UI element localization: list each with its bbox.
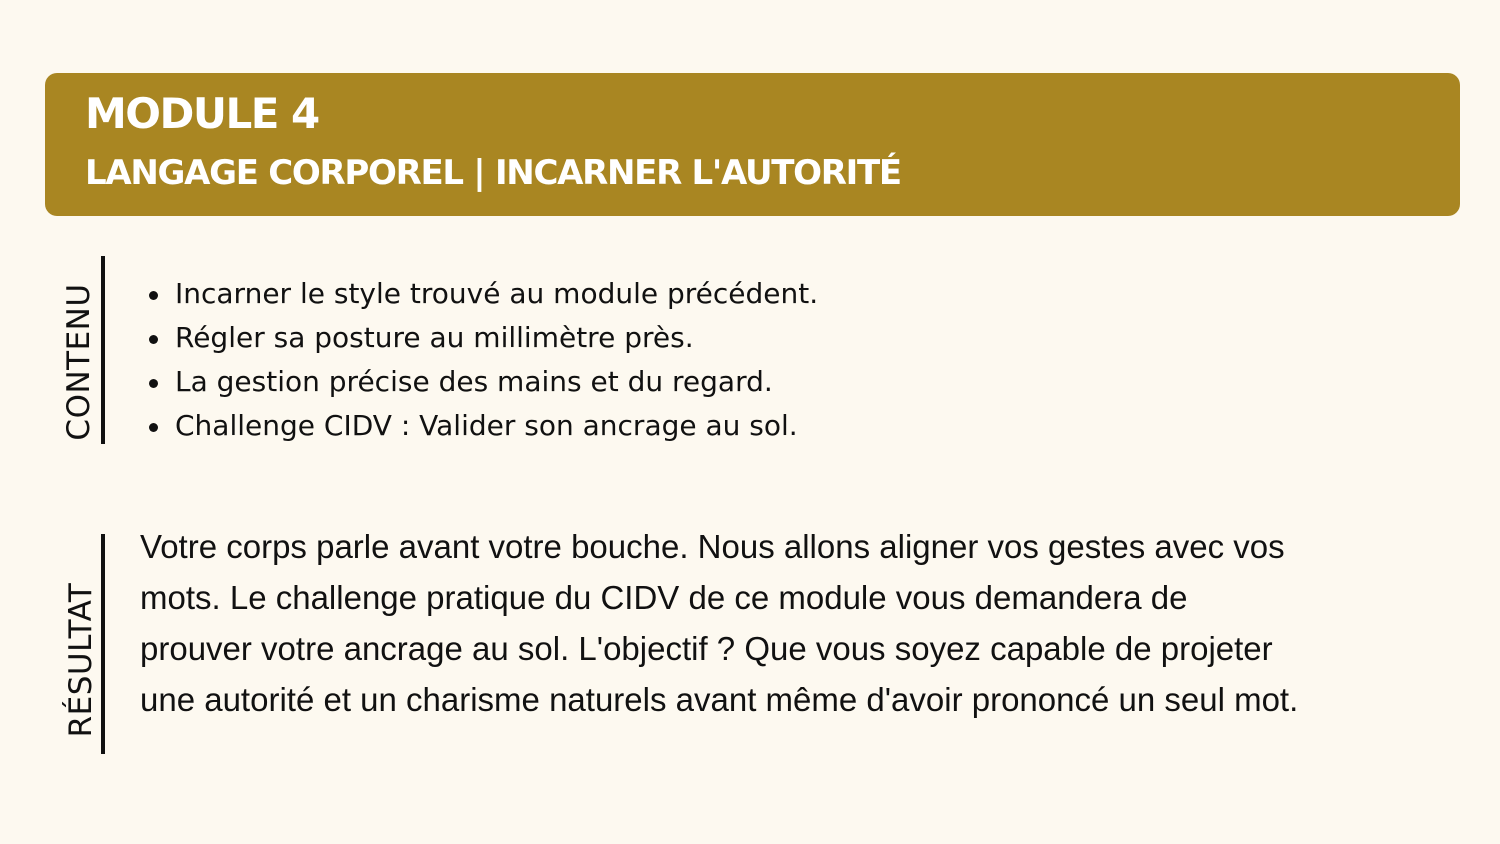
module-header-banner [45,73,1460,216]
resultat-section-label: RÉSULTAT [63,582,99,738]
list-item: Régler sa posture au millimètre près. [146,316,818,360]
list-item: Challenge CIDV : Valider son ancrage au sol. [146,404,818,448]
resultat-divider [101,534,105,754]
contenu-divider [101,256,105,444]
list-item: La gestion précise des mains et du regard. [146,360,818,404]
module-subtitle: LANGAGE CORPOREL | INCARNER L'AUTORITÉ [85,153,901,193]
contenu-list [146,272,818,448]
module-title: MODULE 4 [85,89,319,138]
resultat-paragraph: Votre corps parle avant votre bouche. Nous allons aligner vos gestes avec vos mots. Le challenge pratique du CIDV de ce module vous demandera de prouver votre ancrage au sol. L'objectif ? Que vous soyez capable de projeter une autorité et un charisme naturels avant même d'avoir prononcé un seul mot. [140,528,1299,718]
contenu-section-label: CONTENU [61,283,97,441]
list-item: Incarner le style trouvé au module précédent. [146,272,818,316]
